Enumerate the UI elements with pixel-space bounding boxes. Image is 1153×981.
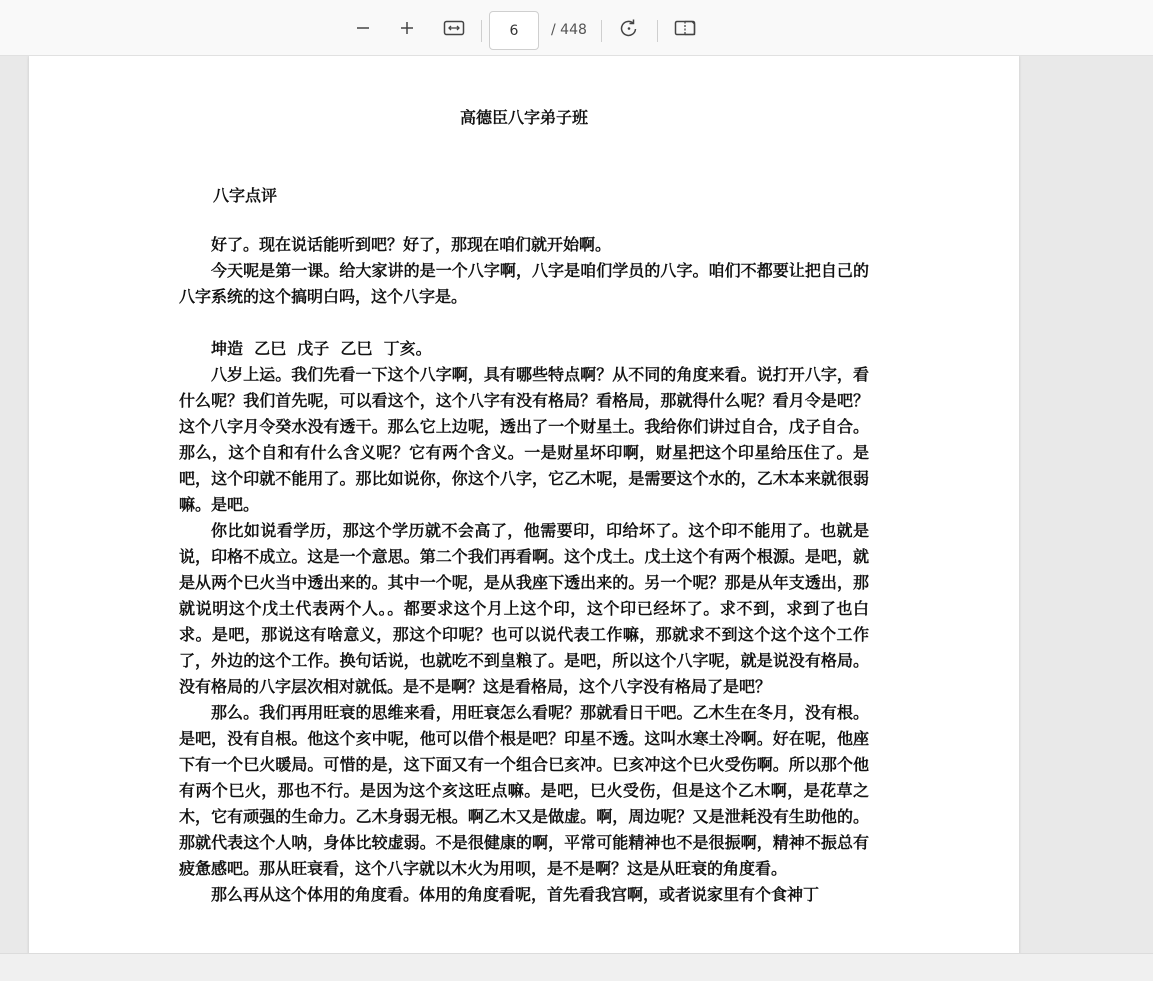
- pdf-toolbar: [0, 0, 1153, 56]
- minus-icon: [355, 20, 371, 36]
- toolbar-divider: [657, 20, 658, 42]
- total-pages-label: / 448: [551, 22, 587, 38]
- paragraph: 你比如说看学历，那这个学历就不会高了，他需要印，印给坏了。这个印不能用了。也就是说，印格不成立。这是一个意思。第二个我们再看啊。这个戊土。戊土这个有两个根源。是吧，就是从两个巳火当中透出来的。其中一个呢，是从我座下透出来的。另一个呢？那是从年支透出，那就说明这个戊土代表两个人。。都要求这个月上这个印，这个印已经坏了。求不到，求到了也白求。是吧，那说这有啥意义，那这个印呢？也可以说代表工作嘛，那就求不到这个这个这个工作了，外边的这个工作。换句话说，也就吃不到皇粮了。是吧，所以这个八字呢，就是说没有格局。没有格局的八字层次相对就低。是不是啊？这是看格局，这个八字没有格局了是吧？: [179, 521, 869, 696]
- toolbar-divider: [601, 20, 602, 42]
- paragraph: 八岁上运。我们先看一下这个八字啊，具有哪些特点啊？从不同的角度来看。说打开八字，看什么呢？我们首先呢，可以看这个，这个八字有没有格局？看格局，那就得什么呢？看月令是吧？这个八字月令癸水没有透干。那么它上边呢，透出了一个财星土。我给你们讲过自合，戊子自合。那么，这个自和有什么含义呢？它有两个含义。一是财星坏印啊，财星把这个印星给压住了。是吧，这个印就不能用了。那比如说你，你这个八字，它乙木呢，是需要这个水的，乙木本来就很弱嘛。是吧。: [179, 365, 869, 514]
- fit-width-icon: [443, 19, 465, 37]
- page-view-button[interactable]: [669, 12, 701, 44]
- zoom-out-button[interactable]: [347, 12, 379, 44]
- fit-width-button[interactable]: [438, 12, 470, 44]
- paragraph: 坤造 乙巳 戊子 乙巳 丁亥。: [211, 339, 432, 358]
- toolbar-divider: [481, 20, 482, 42]
- rotate-icon: [619, 18, 639, 38]
- horizontal-scrollbar[interactable]: [0, 953, 1153, 981]
- paragraph: 好了。现在说话能听到吧？好了，那现在咱们就开始啊。: [211, 235, 612, 254]
- page-title: 高德臣八字弟子班: [459, 108, 588, 127]
- body-text: [179, 232, 869, 908]
- section-heading: 八字点评: [213, 186, 278, 205]
- document-viewer[interactable]: [0, 56, 1153, 953]
- paragraph: 那么。我们再用旺衰的思维来看，用旺衰怎么看呢？那就看日干吧。乙木生在冬月，没有根。是吧，没有自根。他这个亥中呢，他可以借个根是吧？印星不透。这叫水寒土冷啊。好在呢，他座下有一个巳火暖局。可惜的是，这下面又有一个组合巳亥冲。巳亥冲这个巳火受伤啊。所以那个他有两个巳火，那也不行。是因为这个亥这旺点嘛。是吧，巳火受伤，但是这个乙木啊，是花草之木，它有顽强的生命力。乙木身弱无根。啊乙木又是做虚。啊，周边呢？又是泄耗没有生助他的。那就代表这个人呐，身体比较虚弱。不是很健康的啊，平常可能精神也不是很振啊，精神不振总有疲惫感吧。那从旺衰看，这个八字就以木火为用呗，是不是啊？这是从旺衰的角度看。: [179, 703, 869, 878]
- paragraph: 那么再从这个体用的角度看。体用的角度看呢，首先看我宫啊，或者说家里有个食神丁: [211, 885, 820, 904]
- page-view-icon: [674, 19, 696, 37]
- plus-icon: [399, 20, 415, 36]
- pdf-page: [29, 56, 1019, 953]
- zoom-in-button[interactable]: [391, 12, 423, 44]
- page-number-input[interactable]: [489, 11, 539, 50]
- paragraph: 今天呢是第一课。给大家讲的是一个八字啊，八字是咱们学员的八字。咱们不都要让把自己的八字系统的这个搞明白吗，这个八字是。: [179, 261, 869, 306]
- paragraph-spacer: [179, 310, 869, 336]
- rotate-button[interactable]: [613, 12, 645, 44]
